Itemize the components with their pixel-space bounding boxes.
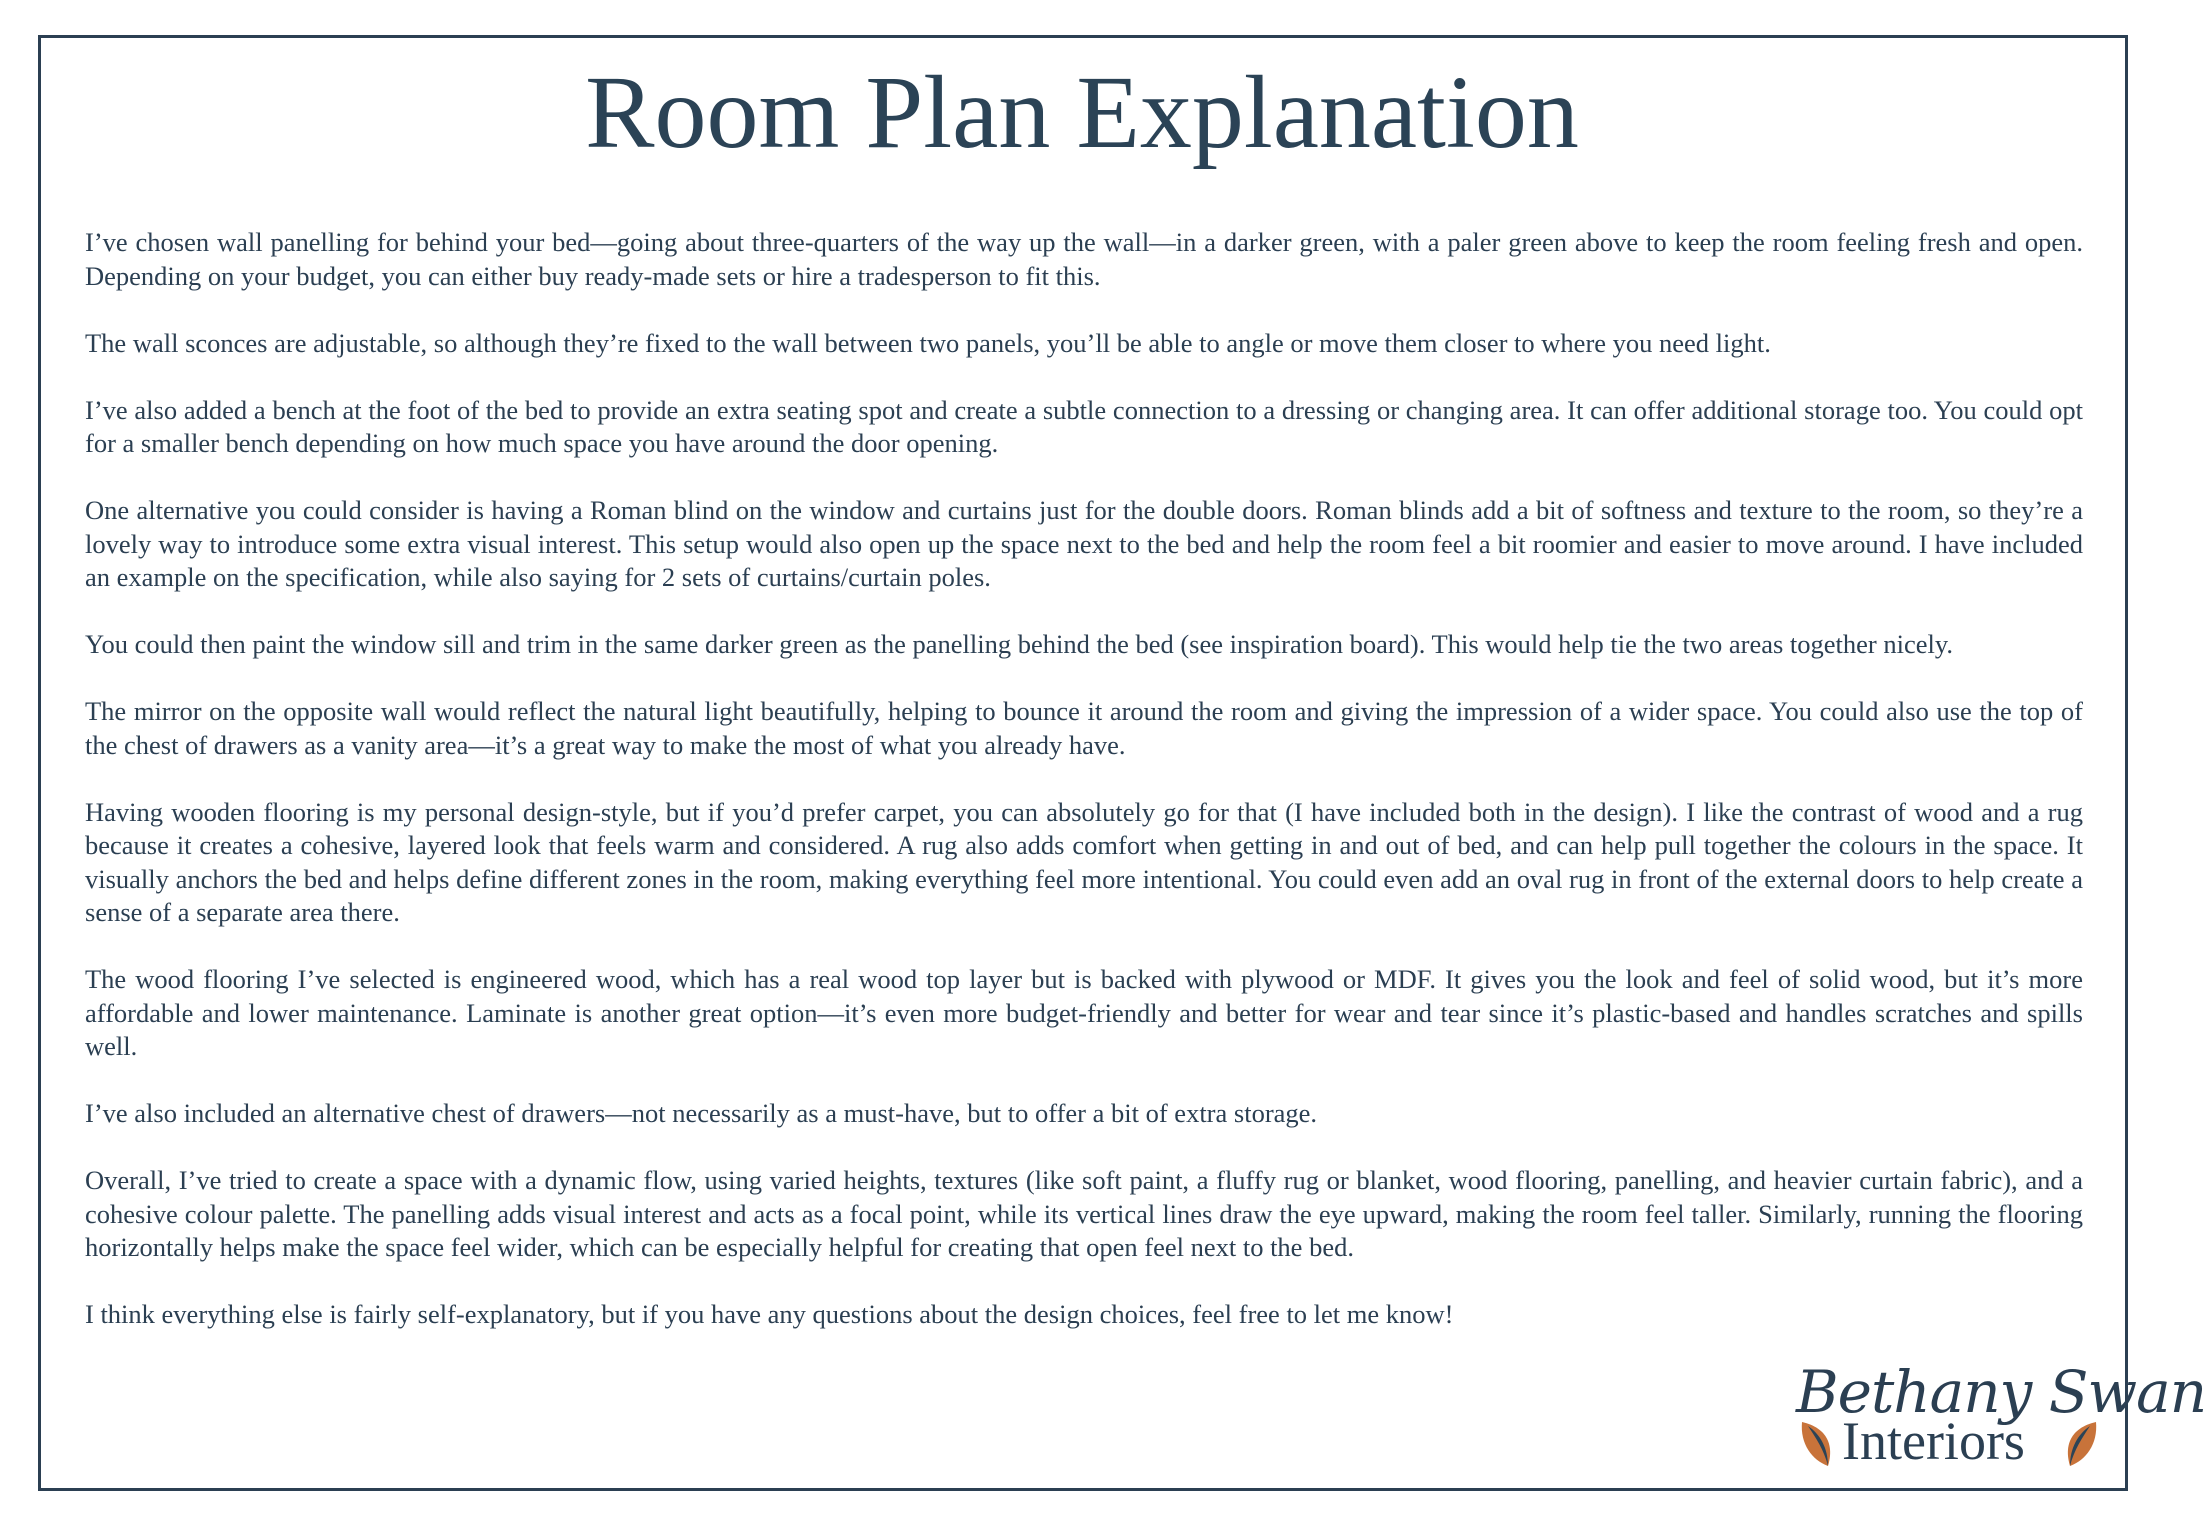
document-body (85, 226, 2083, 1365)
page-title: Room Plan Explanation (585, 55, 1579, 170)
paragraph: I’ve also added a bench at the foot of the bed to provide an extra seating spot and create a subtle connection to a dressing or changing area. It can offer additional storage too. You could opt for a smaller bench depending on how much space you have around the door opening. (85, 394, 2083, 458)
paragraph: I think everything else is fairly self-explanatory, but if you have any questions about the design choices, feel free to let me know! (85, 1299, 1454, 1329)
paragraph: The mirror on the opposite wall would reflect the natural light beautifully, helping to bounce it around the room and giving the impression of a wider space. You could also use the top of the chest of drawers as a vanity area—it’s a great way to make the most of what you already have. (85, 696, 2083, 760)
logo-subtitle: Interiors (1842, 1411, 2025, 1471)
paragraph: I’ve chosen wall panelling for behind your bed—going about three-quarters of the way up the wall—in a darker green, with a paler green above to keep the room feeling fresh and open. Depending on your budget, you can either buy ready-made sets or hire a tradesperson to fit this. (85, 227, 2083, 291)
paragraph: The wall sconces are adjustable, so although they’re fixed to the wall between two panels, you’ll be able to angle or move them closer to where you need light. (85, 327, 1771, 358)
paragraph: The wood flooring I’ve selected is engineered wood, which has a real wood top layer but is backed with plywood or MDF. It gives you the look and feel of solid wood, but it’s more affordable and lower maintenance. Laminate is another great option—it’s even more budget-friendly and better for wear and tear since it’s plastic-based and handles scratches and spills well. (85, 964, 2083, 1061)
paragraph: You could then paint the window sill and trim in the same darker green as the panelling behind the bed (see inspiration board). This would help tie the two areas together nicely. (85, 629, 1954, 659)
leaf-icon (2060, 1420, 2100, 1468)
paragraph: One alternative you could consider is having a Roman blind on the window and curtains just for the double doors. Roman blinds add a bit of softness and texture to the room, so they’re a lovely way to introduce some extra visual interest. This setup would also open up the space next to the bed and help the room feel a bit roomier and easier to move around. I have included an example on the specification, while also saying for 2 sets of curtains/curtain poles. (85, 495, 2083, 592)
brand-logo (1790, 1358, 2206, 1471)
paragraph: Having wooden flooring is my personal design-style, but if you’d prefer carpet, you can absolutely go for that (I have included both in the design). I like the contrast of wood and a rug because it creates a cohesive, layered look that feels warm and considered. A rug also adds comfort when getting in and out of bed, and can help pull together the colours in the space. It visually anchors the bed and helps define different zones in the room, making everything feel more intentional. You could even add an oval rug in front of the external doors to help create a sense of a separate area there. (85, 796, 2083, 927)
logo-name-script: Bethany Swan (1796, 1358, 2206, 1426)
paragraph: Overall, I’ve tried to create a space with a dynamic flow, using varied heights, textures (like soft paint, a fluffy rug or blanket, wood flooring, panelling, and heavier curtain fabric), and a cohesive colour palette. The panelling adds visual interest and acts as a focal point, while its vertical lines draw the eye upward, making the room feel taller. Similarly, running the flooring horizontally helps make the space feel wider, which can be especially helpful for creating that open feel next to the bed. (85, 1165, 2083, 1262)
paragraph: I’ve also included an alternative chest of drawers—not necessarily as a must-have, but to offer a bit of extra storage. (85, 1098, 1318, 1128)
leaf-icon (1798, 1420, 1838, 1468)
